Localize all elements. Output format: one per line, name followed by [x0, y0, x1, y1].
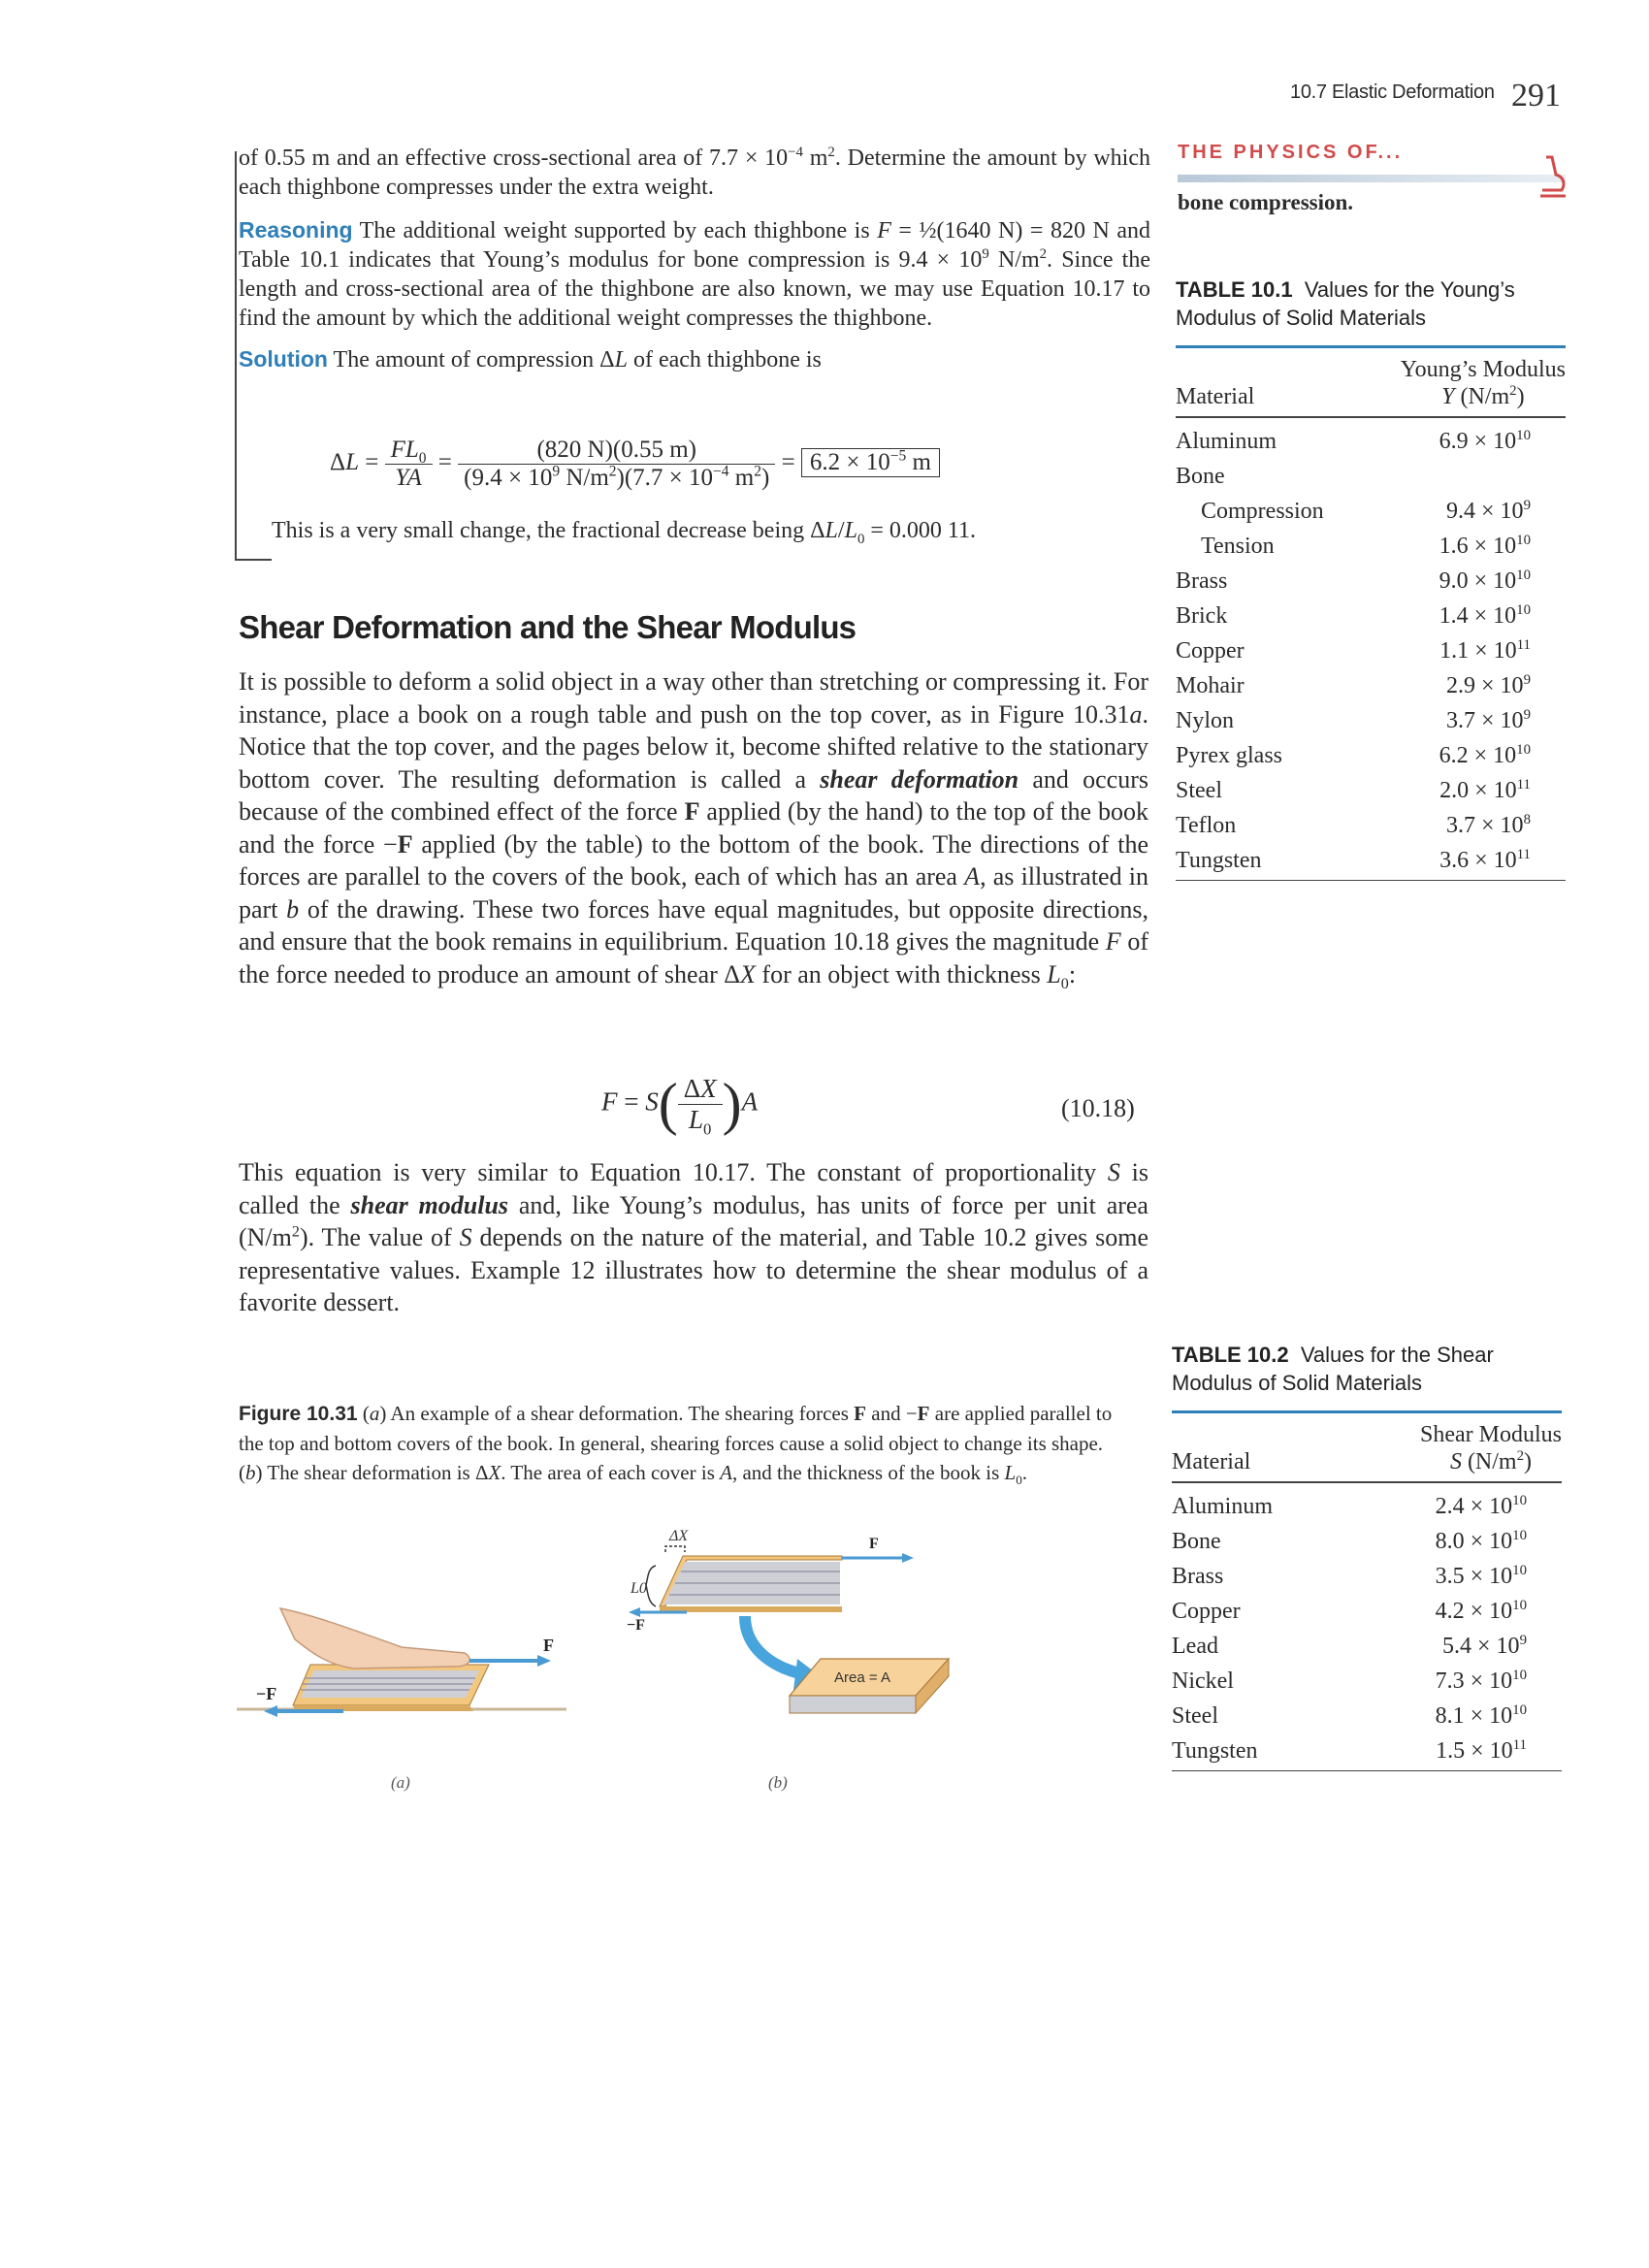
- t2-value: $8.1 \times 10^{10}$: [1435, 1701, 1527, 1729]
- t2-material: Copper: [1172, 1598, 1241, 1624]
- t1-material: Brass: [1176, 567, 1228, 594]
- curved-arrow: [745, 1616, 803, 1674]
- force-label: F: [543, 1636, 554, 1655]
- t1-material: Pyrex glass: [1176, 742, 1282, 768]
- example-left-rule: [235, 151, 237, 561]
- t2-material: Aluminum: [1172, 1493, 1274, 1519]
- t1-material: Teflon: [1176, 812, 1237, 838]
- t1-row: [1176, 459, 1564, 494]
- t1-row: [1176, 808, 1564, 843]
- table-10-2-label: TABLE 10.2: [1172, 1343, 1289, 1367]
- example-solution: [239, 344, 1150, 374]
- table-10-1-header-rule: [1176, 416, 1566, 418]
- t1-material: Tungsten: [1176, 847, 1262, 873]
- eq-frac2-num: (820 N)(0.55 m): [536, 437, 696, 463]
- figure-label: Figure 10.31: [239, 1403, 358, 1425]
- t1-row: [1176, 424, 1564, 459]
- t2-row: [1172, 1489, 1560, 1524]
- t2-value: $8.0 \times 10^{10}$: [1435, 1527, 1527, 1554]
- t1-material: Tension: [1201, 533, 1275, 559]
- eq-result: $6.2 \times 10^{-5}$ m: [801, 448, 940, 477]
- physics-of-text: bone compression.: [1178, 190, 1354, 214]
- t2-value: $2.4 \times 10^{10}$: [1435, 1492, 1527, 1519]
- section-title: Shear Deformation and the Shear Modulus: [239, 609, 857, 645]
- paragraph-1-text: It is possible to deform a solid object in a way other than stretching or compressing it. For instance, place a book on a rough table and push on the top cover, as in Figure 10.31a. Notice that the top cover, and the pages below it, become shifted relative to the stationary bottom cover. The resulting deformation is called a shear deformation and occurs because of the combined effect of the force F applied (by the hand) to the top of the book and the force −F applied (by the table) to the bottom of the book. The directions of the forces are parallel to the covers of the book, each of which has an area A, as illustrated in part b of the drawing. These two forces have equal magnitudes, but opposite directions, and ensure that the book remains in equilibrium. Equation 10.18 gives the magnitude F of the force needed to produce an amount of shear ΔX for an object with thickness $L_0$:: [239, 667, 1149, 992]
- t2-material: Bone: [1172, 1528, 1221, 1554]
- t1-material: Mohair: [1176, 672, 1245, 698]
- delta-x-label: ΔX: [669, 1528, 689, 1544]
- table-10-1-bottom-rule: [1176, 880, 1566, 881]
- t2-value: $7.3 \times 10^{10}$: [1435, 1667, 1527, 1694]
- example-conclusion: This is a very small change, the fractional decrease being $\Delta L/L_0 = 0.000$ 11.: [272, 518, 977, 547]
- area-label: Area = A: [834, 1669, 890, 1686]
- t1-value: $1.4 \times 10^{10}$: [1439, 601, 1531, 629]
- eq2-num: ΔX: [683, 1074, 717, 1103]
- table-10-1-label: TABLE 10.1: [1176, 277, 1293, 302]
- table-10-1-body: [1176, 424, 1564, 878]
- t2-value: $4.2 \times 10^{10}$: [1435, 1597, 1527, 1624]
- table-10-1-caption: [1176, 275, 1564, 332]
- table-10-1-header: [1176, 356, 1566, 410]
- solution-label: Solution: [239, 346, 328, 372]
- page-number: 291: [1511, 78, 1561, 113]
- table-10-1-col-value-line1: Young’s Modulus: [1400, 357, 1566, 382]
- table-10-2-col-value: [1420, 1421, 1562, 1475]
- t2-row: [1172, 1699, 1560, 1733]
- figure-caption: [239, 1399, 1131, 1487]
- table-10-2: [1172, 1341, 1562, 1771]
- eq2-fraction: [678, 1074, 723, 1139]
- t2-material: Brass: [1172, 1563, 1224, 1589]
- t2-material: Lead: [1172, 1633, 1218, 1659]
- eq-frac2-den: ($9.4 \times 10^9$ $N/m^2)(7.7 \times 10^{-4}$ $m^2$): [458, 464, 775, 492]
- part-b-label: (b): [768, 1773, 788, 1792]
- book-b-bottom-cover: [660, 1606, 842, 1612]
- t1-row: [1176, 494, 1564, 529]
- t1-row: [1176, 564, 1564, 599]
- t2-material: Steel: [1172, 1702, 1218, 1729]
- t2-row: [1172, 1524, 1560, 1559]
- l0-label: L0: [630, 1580, 647, 1597]
- reasoning-text: The additional weight supported by each thighbone is F = ½(1640 N) = 820 N and Table 10.1 indicates that Young’s modulus for bone compression is $9.4 \times 10^9$ $N/m^2$. Since the length and cross-sectional area of the thighbone are also known, we may use Equation 10.17 to find the amount by which the additional weight compresses the thighbone.: [239, 218, 1151, 331]
- table-10-2-bottom-rule: [1172, 1770, 1562, 1771]
- eq-lhs: ΔL =: [330, 449, 379, 476]
- table-10-2-header: [1172, 1421, 1562, 1475]
- table-10-2-col-value-line1: Shear Modulus: [1420, 1422, 1562, 1447]
- t2-material: Nickel: [1172, 1668, 1234, 1694]
- eq-fraction-symbolic: [385, 437, 433, 492]
- neg-force-label: −F: [256, 1684, 277, 1703]
- example-reasoning: [239, 215, 1150, 333]
- t1-value: $9.0 \times 10^{10}$: [1439, 567, 1531, 594]
- reasoning-label: Reasoning: [239, 217, 353, 243]
- t1-value: $2.0 \times 10^{11}$: [1439, 776, 1531, 803]
- t2-row: [1172, 1594, 1560, 1629]
- table-10-1-title: Values for the Young’s Modulus of Solid Materials: [1176, 277, 1515, 330]
- example-intro: of 0.55 m and an effective cross-sectional area of $7.7 \times 10^{-4}$ $m^2$. Determine the amount by which each thighbone compresses under the extra weight.: [239, 145, 1151, 200]
- t1-material: Brick: [1176, 602, 1228, 629]
- solution-text: The amount of compression ΔL of each thighbone is: [327, 347, 822, 373]
- t1-value: $6.9 \times 10^{10}$: [1439, 427, 1531, 454]
- t2-row: [1172, 1629, 1560, 1664]
- t1-row: [1176, 668, 1564, 703]
- t1-material: Copper: [1176, 637, 1245, 664]
- example-rule-foot: [235, 559, 272, 561]
- hand-icon: [280, 1608, 469, 1669]
- t1-value: $3.6 \times 10^{11}$: [1439, 846, 1531, 873]
- paragraph-2-text: This equation is very similar to Equation 10.17. The constant of proportionality S is called the shear modulus and, like Young’s modulus, has units of force per unit area $(N/m^2)$. The value of S depends on the nature of the material, and Table 10.2 gives some representative values. Example 12 illustrates how to determine the shear modulus of a favorite dessert.: [239, 1158, 1149, 1316]
- table-10-2-top-rule: [1172, 1410, 1562, 1413]
- shear-equation: F = S( $\frac{\Delta X}{L_0}$ )A: [601, 1072, 759, 1139]
- t1-value: $2.9 \times 10^9$: [1446, 671, 1531, 698]
- t2-row: [1172, 1733, 1560, 1768]
- t1-material: Aluminum: [1176, 428, 1277, 454]
- physics-of-title: THE PHYSICS OF...: [1178, 142, 1404, 163]
- table-10-1-top-rule: [1176, 345, 1566, 348]
- t1-material: Steel: [1176, 777, 1222, 803]
- table-10-1: [1176, 275, 1566, 881]
- eq-fraction-numeric: [458, 437, 775, 492]
- t1-value: $6.2 \times 10^{10}$: [1439, 741, 1531, 768]
- section-paragraph-1: [239, 665, 1148, 990]
- equation-number: (10.18): [1061, 1094, 1135, 1122]
- t2-row: [1172, 1559, 1560, 1594]
- eq2-lhs: F = S: [601, 1086, 659, 1117]
- t1-row: [1176, 843, 1564, 878]
- t1-row: [1176, 738, 1564, 773]
- eq2-den: $L_0$: [678, 1104, 723, 1135]
- example-box: [239, 144, 1150, 374]
- t2-row: [1172, 1664, 1560, 1699]
- table-10-1-col-value-line2: Y $(N/m^2)$: [1441, 383, 1525, 409]
- eq-frac1-den: YA: [385, 464, 433, 492]
- t1-material: Nylon: [1176, 707, 1234, 733]
- t1-row: [1176, 529, 1564, 564]
- table-10-1-col-value: [1401, 356, 1566, 410]
- t1-material: Bone: [1176, 463, 1225, 489]
- figure-part-b: [599, 1523, 968, 1756]
- delta-x-bracket: [665, 1546, 685, 1552]
- section-paragraph-2: [239, 1156, 1148, 1319]
- t1-row: [1176, 599, 1564, 633]
- running-head: 10.7 Elastic Deformation: [1290, 81, 1495, 103]
- book-area-pages: [790, 1696, 916, 1713]
- eq2-rhs: A: [741, 1086, 759, 1117]
- force-label-b: F: [869, 1536, 879, 1552]
- table-10-2-col-value-line2: S $(N/m^2)$: [1449, 1448, 1533, 1474]
- microscope-icon: [1536, 153, 1569, 200]
- t1-value: $1.6 \times 10^{10}$: [1439, 532, 1531, 559]
- figure-caption-text: (a) An example of a shear deformation. The shearing forces F and −F are applied parallel to the top and bottom covers of the book. In general, shearing forces cause a solid object to change its shape. (b) The shear deformation is ΔX. The area of each cover is A, and the thickness of the book is $L_0$.: [239, 1402, 1113, 1488]
- t2-material: Tungsten: [1172, 1737, 1258, 1764]
- l0-brace: [646, 1566, 656, 1606]
- compression-equation: ΔL = $\frac{FL_0}{YA}$ = $\frac{(820 N)(0.55 m)}{(9.4 \times 10^9 N/m^2)(7.7 \times 10^{-4} m^2)}$ = $6.2 \times 10^{-5}$ m: [330, 437, 940, 492]
- table-10-2-col-material: Material: [1172, 1449, 1251, 1474]
- table-10-2-header-rule: [1172, 1481, 1562, 1483]
- neg-force-label-b: −F: [627, 1617, 645, 1634]
- t1-value: $9.4 \times 10^9$: [1446, 497, 1531, 524]
- t2-value: $1.5 \times 10^{11}$: [1436, 1736, 1527, 1764]
- table-10-2-caption: [1172, 1341, 1560, 1397]
- t1-row: [1176, 773, 1564, 808]
- eq-frac1-num: $FL_0$: [390, 437, 427, 467]
- figure-part-a: [237, 1591, 576, 1736]
- t2-value: $5.4 \times 10^9$: [1442, 1632, 1527, 1659]
- t1-row: [1176, 703, 1564, 738]
- table-10-1-col-material: Material: [1176, 384, 1255, 409]
- physics-of-bar: [1178, 175, 1566, 182]
- table-10-2-body: [1172, 1489, 1560, 1768]
- t1-value: [1386, 459, 1564, 494]
- t2-value: $3.5 \times 10^{10}$: [1435, 1562, 1527, 1589]
- t1-material: Compression: [1201, 498, 1324, 524]
- t1-row: [1176, 633, 1564, 668]
- t1-value: $3.7 \times 10^9$: [1446, 706, 1531, 733]
- t1-value: $1.1 \times 10^{11}$: [1439, 636, 1531, 664]
- table-10-2-title: Values for the Shear Modulus of Solid Materials: [1172, 1343, 1494, 1395]
- t1-value: $3.7 \times 10^8$: [1446, 811, 1531, 838]
- part-a-label: (a): [391, 1773, 410, 1792]
